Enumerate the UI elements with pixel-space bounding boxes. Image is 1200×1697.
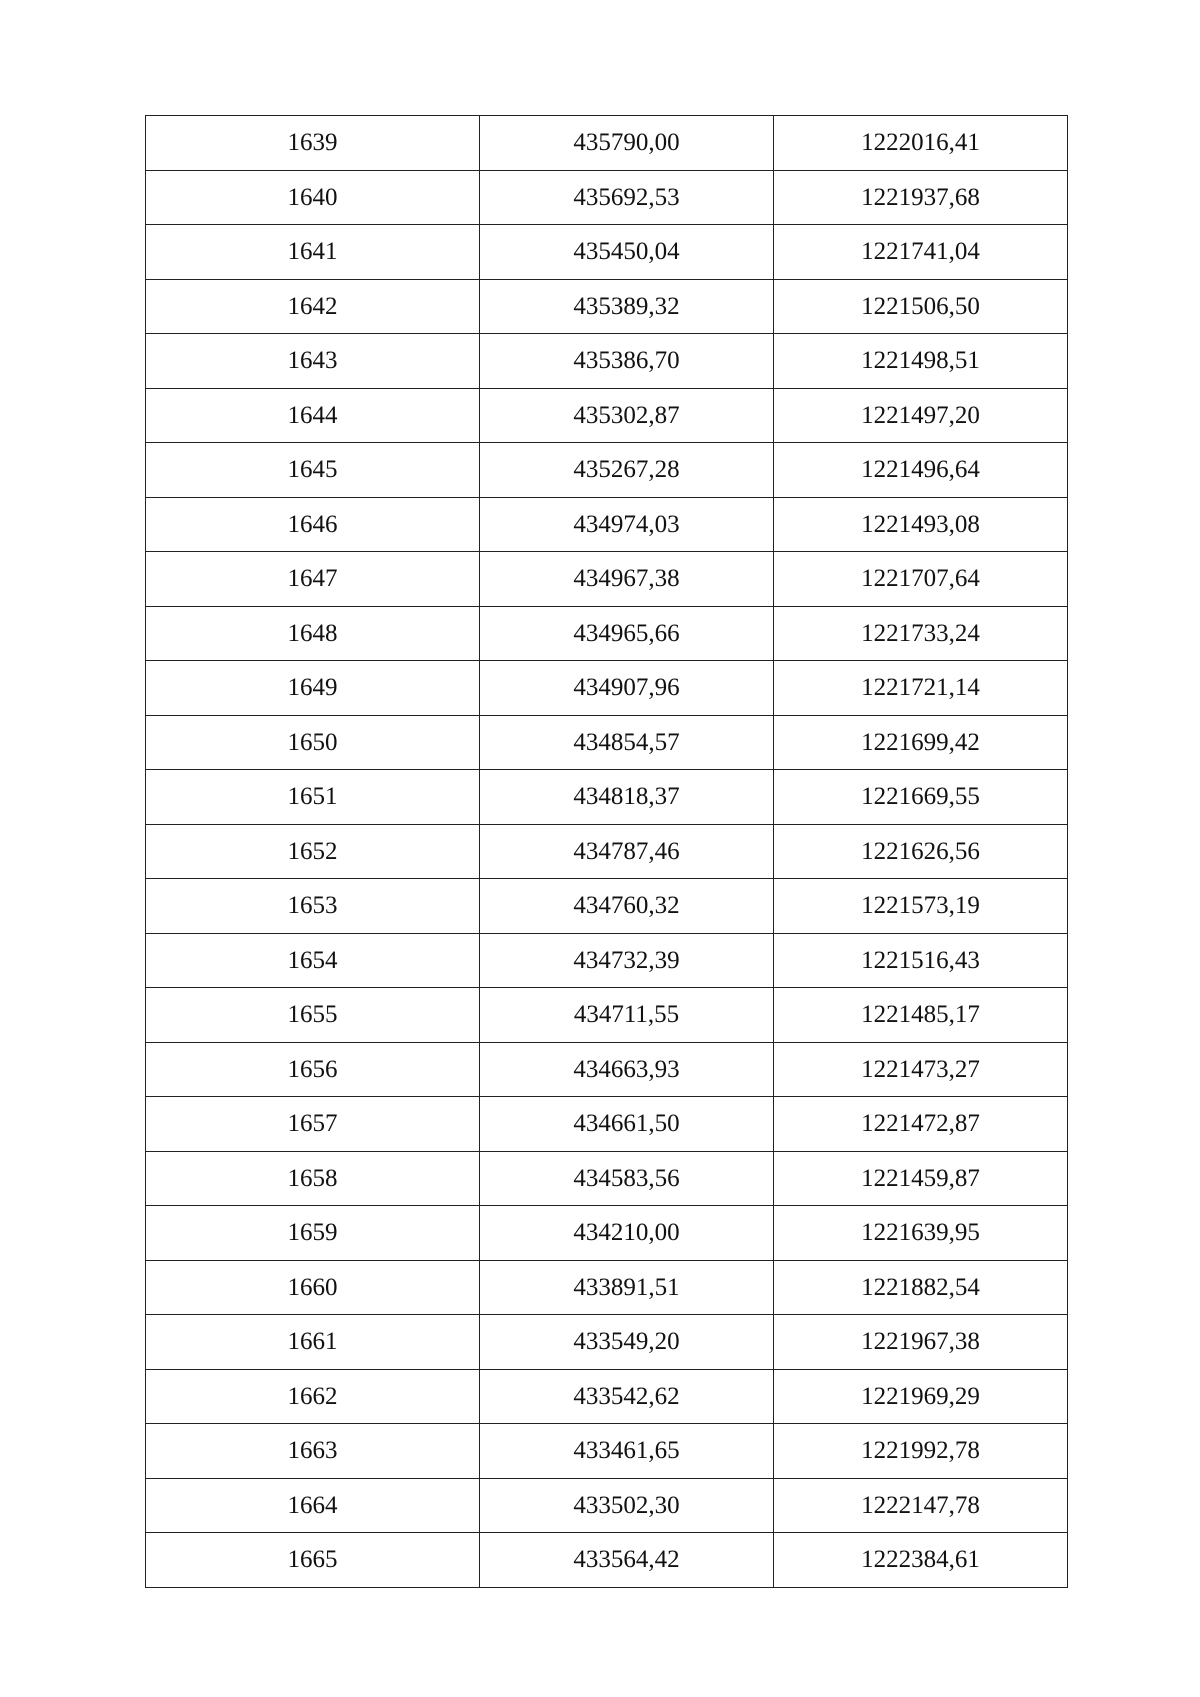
point-number-cell: 1647 [146,552,480,607]
y-coordinate-cell: 1221992,78 [774,1424,1068,1479]
table-row [146,497,1068,552]
point-number-cell: 1663 [146,1424,480,1479]
x-coordinate-cell: 435692,53 [480,170,774,225]
point-number-cell: 1654 [146,933,480,988]
x-coordinate-cell: 434732,39 [480,933,774,988]
y-coordinate-cell: 1221506,50 [774,279,1068,334]
point-number-cell: 1665 [146,1533,480,1588]
table-row [146,552,1068,607]
x-coordinate-cell: 433564,42 [480,1533,774,1588]
point-number-cell: 1642 [146,279,480,334]
y-coordinate-cell: 1221741,04 [774,225,1068,280]
x-coordinate-cell: 434907,96 [480,661,774,716]
table-row [146,715,1068,770]
point-number-cell: 1639 [146,116,480,171]
point-number-cell: 1653 [146,879,480,934]
table-row [146,770,1068,825]
point-number-cell: 1643 [146,334,480,389]
y-coordinate-cell: 1221573,19 [774,879,1068,934]
x-coordinate-cell: 434661,50 [480,1097,774,1152]
y-coordinate-cell: 1221882,54 [774,1260,1068,1315]
point-number-cell: 1659 [146,1206,480,1261]
x-coordinate-cell: 433542,62 [480,1369,774,1424]
y-coordinate-cell: 1221516,43 [774,933,1068,988]
table-row [146,1533,1068,1588]
point-number-cell: 1657 [146,1097,480,1152]
y-coordinate-cell: 1221496,64 [774,443,1068,498]
x-coordinate-cell: 435267,28 [480,443,774,498]
coordinates-table [145,115,1068,1588]
table-row [146,225,1068,280]
y-coordinate-cell: 1221967,38 [774,1315,1068,1370]
table-row [146,443,1068,498]
point-number-cell: 1662 [146,1369,480,1424]
table-row [146,1097,1068,1152]
point-number-cell: 1650 [146,715,480,770]
x-coordinate-cell: 434965,66 [480,606,774,661]
x-coordinate-cell: 434967,38 [480,552,774,607]
point-number-cell: 1651 [146,770,480,825]
table-row [146,1151,1068,1206]
x-coordinate-cell: 434210,00 [480,1206,774,1261]
x-coordinate-cell: 434663,93 [480,1042,774,1097]
y-coordinate-cell: 1222147,78 [774,1478,1068,1533]
x-coordinate-cell: 435386,70 [480,334,774,389]
y-coordinate-cell: 1221472,87 [774,1097,1068,1152]
table-row [146,334,1068,389]
y-coordinate-cell: 1221969,29 [774,1369,1068,1424]
point-number-cell: 1652 [146,824,480,879]
table-row [146,1042,1068,1097]
table-row [146,988,1068,1043]
x-coordinate-cell: 434854,57 [480,715,774,770]
table-row [146,170,1068,225]
table-row [146,1478,1068,1533]
x-coordinate-cell: 434818,37 [480,770,774,825]
y-coordinate-cell: 1221669,55 [774,770,1068,825]
point-number-cell: 1660 [146,1260,480,1315]
y-coordinate-cell: 1221493,08 [774,497,1068,552]
table-row [146,388,1068,443]
point-number-cell: 1641 [146,225,480,280]
point-number-cell: 1640 [146,170,480,225]
table-row [146,279,1068,334]
point-number-cell: 1648 [146,606,480,661]
y-coordinate-cell: 1222384,61 [774,1533,1068,1588]
x-coordinate-cell: 434711,55 [480,988,774,1043]
y-coordinate-cell: 1221639,95 [774,1206,1068,1261]
x-coordinate-cell: 435790,00 [480,116,774,171]
x-coordinate-cell: 433891,51 [480,1260,774,1315]
x-coordinate-cell: 435302,87 [480,388,774,443]
y-coordinate-cell: 1221485,17 [774,988,1068,1043]
x-coordinate-cell: 435389,32 [480,279,774,334]
y-coordinate-cell: 1221473,27 [774,1042,1068,1097]
y-coordinate-cell: 1221626,56 [774,824,1068,879]
coordinates-table-body [146,116,1068,1588]
x-coordinate-cell: 433549,20 [480,1315,774,1370]
y-coordinate-cell: 1221699,42 [774,715,1068,770]
point-number-cell: 1658 [146,1151,480,1206]
x-coordinate-cell: 434974,03 [480,497,774,552]
point-number-cell: 1656 [146,1042,480,1097]
point-number-cell: 1646 [146,497,480,552]
point-number-cell: 1655 [146,988,480,1043]
x-coordinate-cell: 434760,32 [480,879,774,934]
point-number-cell: 1661 [146,1315,480,1370]
y-coordinate-cell: 1222016,41 [774,116,1068,171]
table-row [146,1206,1068,1261]
table-row [146,1315,1068,1370]
table-row [146,606,1068,661]
y-coordinate-cell: 1221459,87 [774,1151,1068,1206]
table-row [146,1424,1068,1479]
table-row [146,661,1068,716]
x-coordinate-cell: 435450,04 [480,225,774,280]
table-row [146,879,1068,934]
table-row [146,1369,1068,1424]
y-coordinate-cell: 1221937,68 [774,170,1068,225]
y-coordinate-cell: 1221733,24 [774,606,1068,661]
x-coordinate-cell: 433502,30 [480,1478,774,1533]
point-number-cell: 1664 [146,1478,480,1533]
y-coordinate-cell: 1221721,14 [774,661,1068,716]
y-coordinate-cell: 1221707,64 [774,552,1068,607]
x-coordinate-cell: 434583,56 [480,1151,774,1206]
table-row [146,933,1068,988]
point-number-cell: 1649 [146,661,480,716]
table-row [146,824,1068,879]
table-row [146,116,1068,171]
point-number-cell: 1644 [146,388,480,443]
x-coordinate-cell: 434787,46 [480,824,774,879]
point-number-cell: 1645 [146,443,480,498]
table-row [146,1260,1068,1315]
y-coordinate-cell: 1221497,20 [774,388,1068,443]
x-coordinate-cell: 433461,65 [480,1424,774,1479]
y-coordinate-cell: 1221498,51 [774,334,1068,389]
